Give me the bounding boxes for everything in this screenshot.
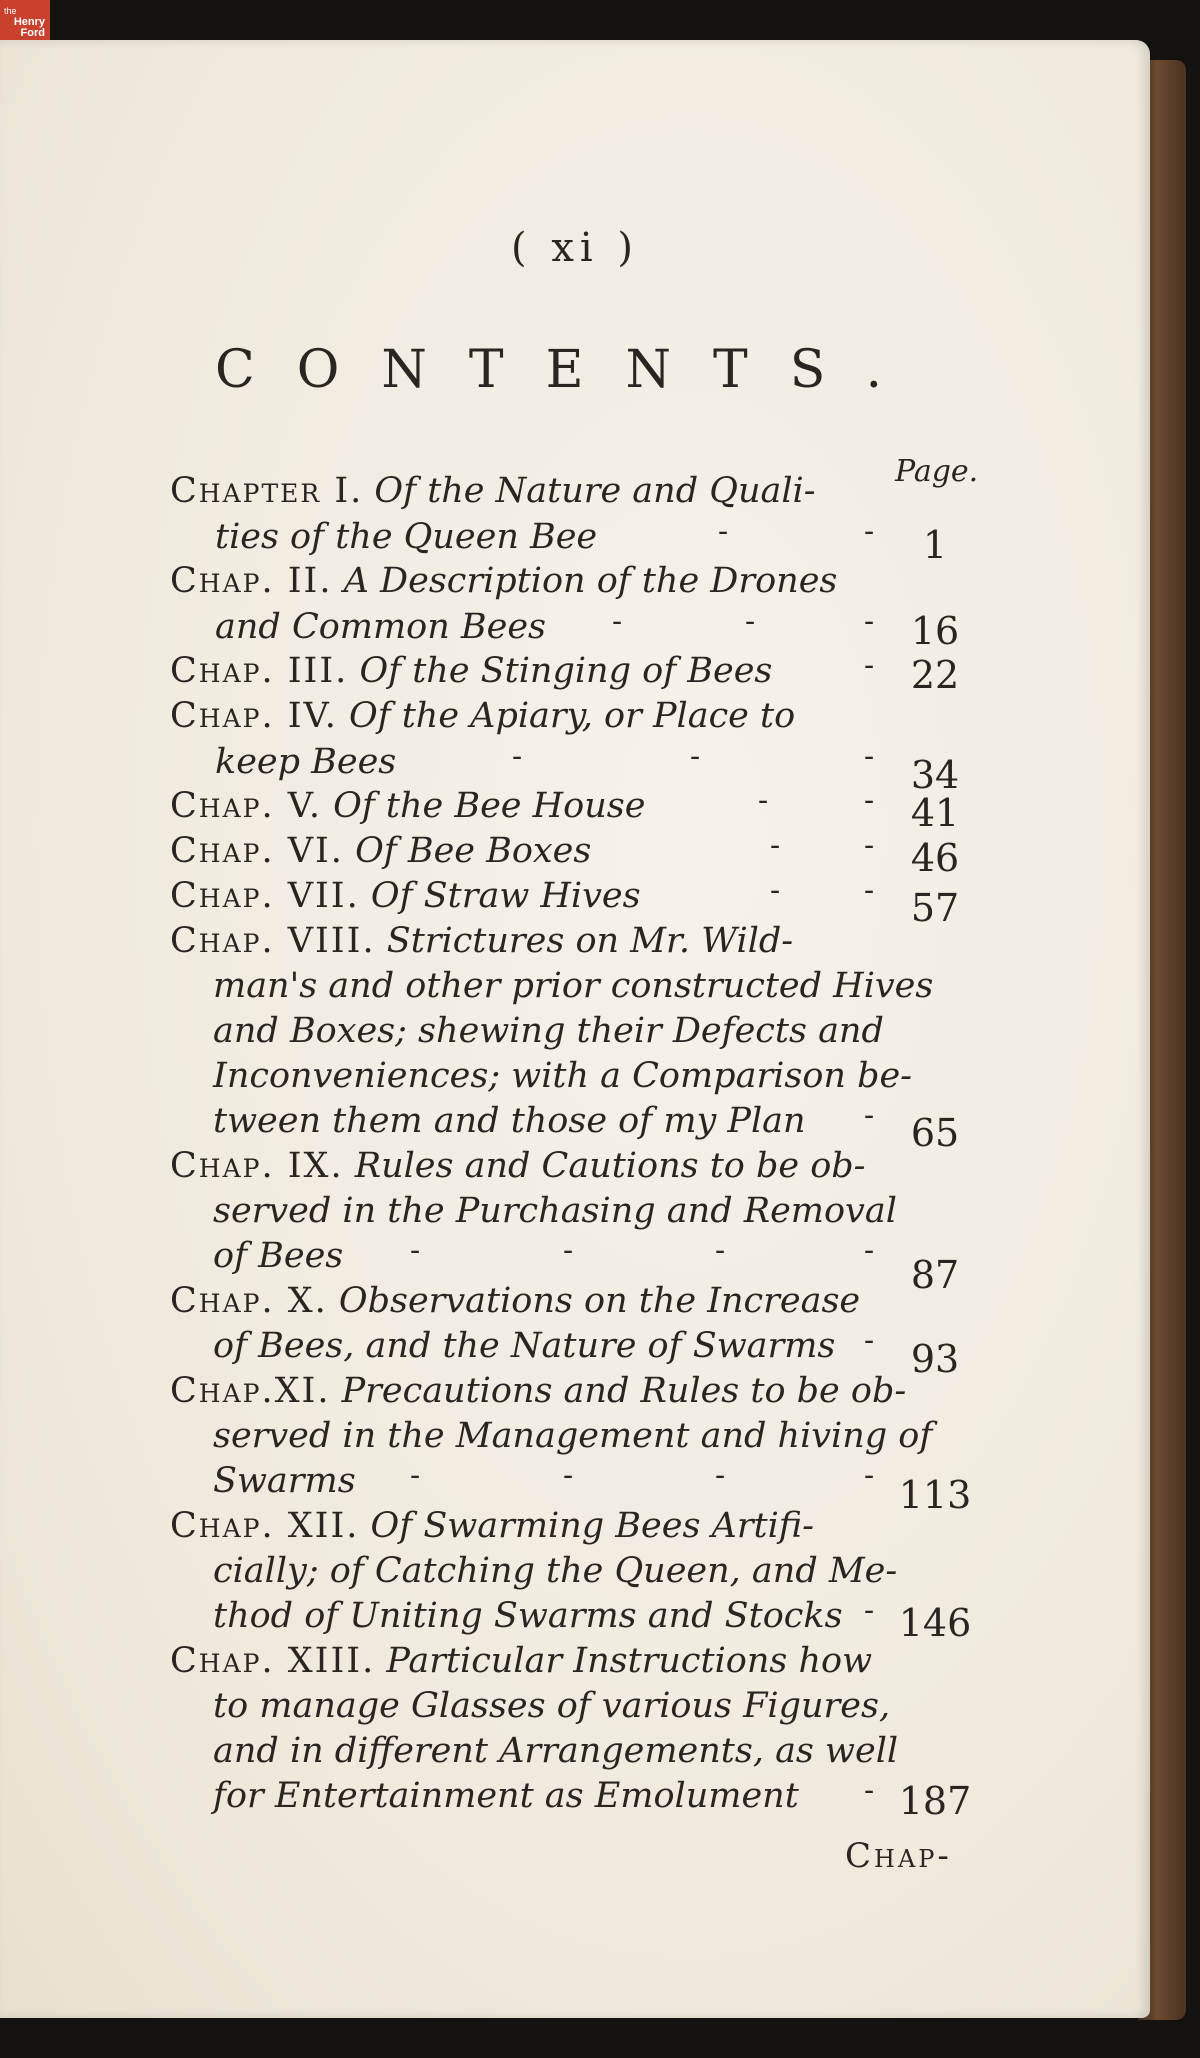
toc-line	[170, 693, 795, 739]
chapter-title: Strictures on Mr. Wild-	[386, 921, 794, 961]
leader-dash: -	[864, 1323, 875, 1358]
toc-line: Inconveniences; with a Comparison be-	[213, 1056, 913, 1096]
toc-line: and in different Arrangements, as well	[213, 1731, 899, 1771]
leader-dash: -	[563, 1233, 574, 1268]
chapter-label: Chap. III.	[170, 651, 349, 691]
toc-line	[170, 873, 641, 919]
toc-line	[170, 1368, 906, 1414]
chapter-title: Of the Bee House	[333, 786, 646, 826]
leader-dash: -	[864, 1233, 875, 1268]
chapter-title: Precautions and Rules to be ob-	[341, 1371, 907, 1411]
chapter-label: Chap. XIII.	[170, 1641, 376, 1681]
page-ref: 41	[910, 791, 960, 835]
chapter-title: Of the Nature and Quali-	[374, 471, 816, 511]
leader-dash: -	[718, 514, 729, 549]
page-ref: 22	[910, 653, 960, 697]
chapter-label: Chap. VIII.	[170, 921, 376, 961]
leader-dash: -	[864, 783, 875, 818]
page-ref: 34	[910, 753, 960, 797]
toc-line: of Bees, and the Nature of Swarms	[213, 1326, 836, 1366]
page-ref: 113	[898, 1473, 972, 1517]
toc-line: thod of Uniting Swarms and Stocks	[213, 1596, 843, 1636]
chapter-label: Chap. V.	[170, 786, 322, 826]
toc-line	[170, 1278, 860, 1324]
toc-line	[170, 468, 816, 514]
toc-line	[170, 1503, 814, 1549]
henry-ford-logo: the Henry Ford	[0, 0, 50, 50]
page-ref: 93	[910, 1337, 960, 1381]
chapter-label: Chap. VII.	[170, 876, 360, 916]
toc-line: tween them and those of my Plan	[213, 1101, 806, 1141]
leader-dash: -	[864, 1593, 875, 1628]
chapter-title: Of Bee Boxes	[355, 831, 592, 871]
contents-heading: CONTENTS.	[215, 340, 925, 400]
chapter-label: Chap. X.	[170, 1281, 328, 1321]
chapter-title: A Description of the Drones	[343, 561, 838, 601]
page-number: ( xi )	[511, 225, 639, 271]
leader-dash: -	[864, 1773, 875, 1808]
chapter-title: Of Swarming Bees Artifi-	[370, 1506, 814, 1546]
toc-line: to manage Glasses of various Figures,	[213, 1686, 891, 1726]
toc-line	[170, 918, 793, 964]
toc-line: served in the Purchasing and Removal	[213, 1191, 897, 1231]
chapter-label: Chap. IX.	[170, 1146, 344, 1186]
page-ref: 146	[898, 1601, 972, 1645]
toc-line: and Common Bees	[215, 607, 547, 647]
page-ref: 1	[922, 523, 948, 567]
leader-dash: -	[864, 873, 875, 908]
page-ref: 87	[910, 1253, 960, 1297]
toc-line	[170, 1143, 866, 1189]
leader-dash: -	[715, 1458, 726, 1493]
chapter-title: Of the Stinging of Bees	[359, 651, 773, 691]
toc-line: man's and other prior constructed Hives	[213, 966, 934, 1006]
toc-line	[170, 828, 591, 874]
chapter-title: Observations on the Increase	[338, 1281, 861, 1321]
leader-dash: -	[864, 514, 875, 549]
toc-line: served in the Management and hiving of	[213, 1416, 933, 1456]
toc-line	[170, 648, 772, 694]
chapter-label: Chapter I.	[170, 471, 364, 511]
chapter-label: Chap. VI.	[170, 831, 344, 871]
page-ref: 46	[910, 836, 960, 880]
leader-dash: -	[864, 828, 875, 863]
page-ref: 187	[898, 1779, 972, 1823]
chapter-label: Chap.XI.	[170, 1371, 331, 1411]
leader-dash: -	[612, 604, 623, 639]
leader-dash: -	[410, 1233, 421, 1268]
page-ref: 65	[910, 1111, 960, 1155]
leader-dash: -	[770, 873, 781, 908]
chapter-title: Of Straw Hives	[370, 876, 641, 916]
book-page	[0, 40, 1150, 2018]
toc-line: for Entertainment as Emolument	[213, 1776, 799, 1816]
toc-line: of Bees	[213, 1236, 344, 1276]
toc-line	[170, 783, 645, 829]
page-ref: 16	[910, 609, 960, 653]
toc-line: ties of the Queen Bee	[215, 517, 598, 557]
chapter-title: Of the Apiary, or Place to	[348, 696, 796, 736]
leader-dash: -	[864, 648, 875, 683]
leader-dash: -	[758, 783, 769, 818]
leader-dash: -	[715, 1233, 726, 1268]
leader-dash: -	[512, 739, 523, 774]
leader-dash: -	[690, 739, 701, 774]
catchword: Chap-	[845, 1836, 952, 1876]
chapter-label: Chap. XII.	[170, 1506, 360, 1546]
leader-dash: -	[745, 604, 756, 639]
chapter-title: Particular Instructions how	[386, 1641, 873, 1681]
chapter-label: Chap. II.	[170, 561, 333, 601]
toc-line: and Boxes; shewing their Defects and	[213, 1011, 884, 1051]
toc-line	[170, 558, 837, 604]
leader-dash: -	[864, 1098, 875, 1133]
chapter-title: Rules and Cautions to be ob-	[354, 1146, 866, 1186]
page-ref: 57	[910, 886, 960, 930]
leader-dash: -	[864, 604, 875, 639]
toc-line: Swarms	[213, 1461, 356, 1501]
toc-line	[170, 1638, 872, 1684]
leader-dash: -	[864, 739, 875, 774]
leader-dash: -	[410, 1458, 421, 1493]
chapter-label: Chap. IV.	[170, 696, 338, 736]
leader-dash: -	[563, 1458, 574, 1493]
toc-line: keep Bees	[215, 742, 397, 782]
leader-dash: -	[770, 828, 781, 863]
leader-dash: -	[864, 1458, 875, 1493]
page-column-label: Page.	[895, 454, 979, 489]
toc-line: cially; of Catching the Queen, and Me-	[213, 1551, 898, 1591]
